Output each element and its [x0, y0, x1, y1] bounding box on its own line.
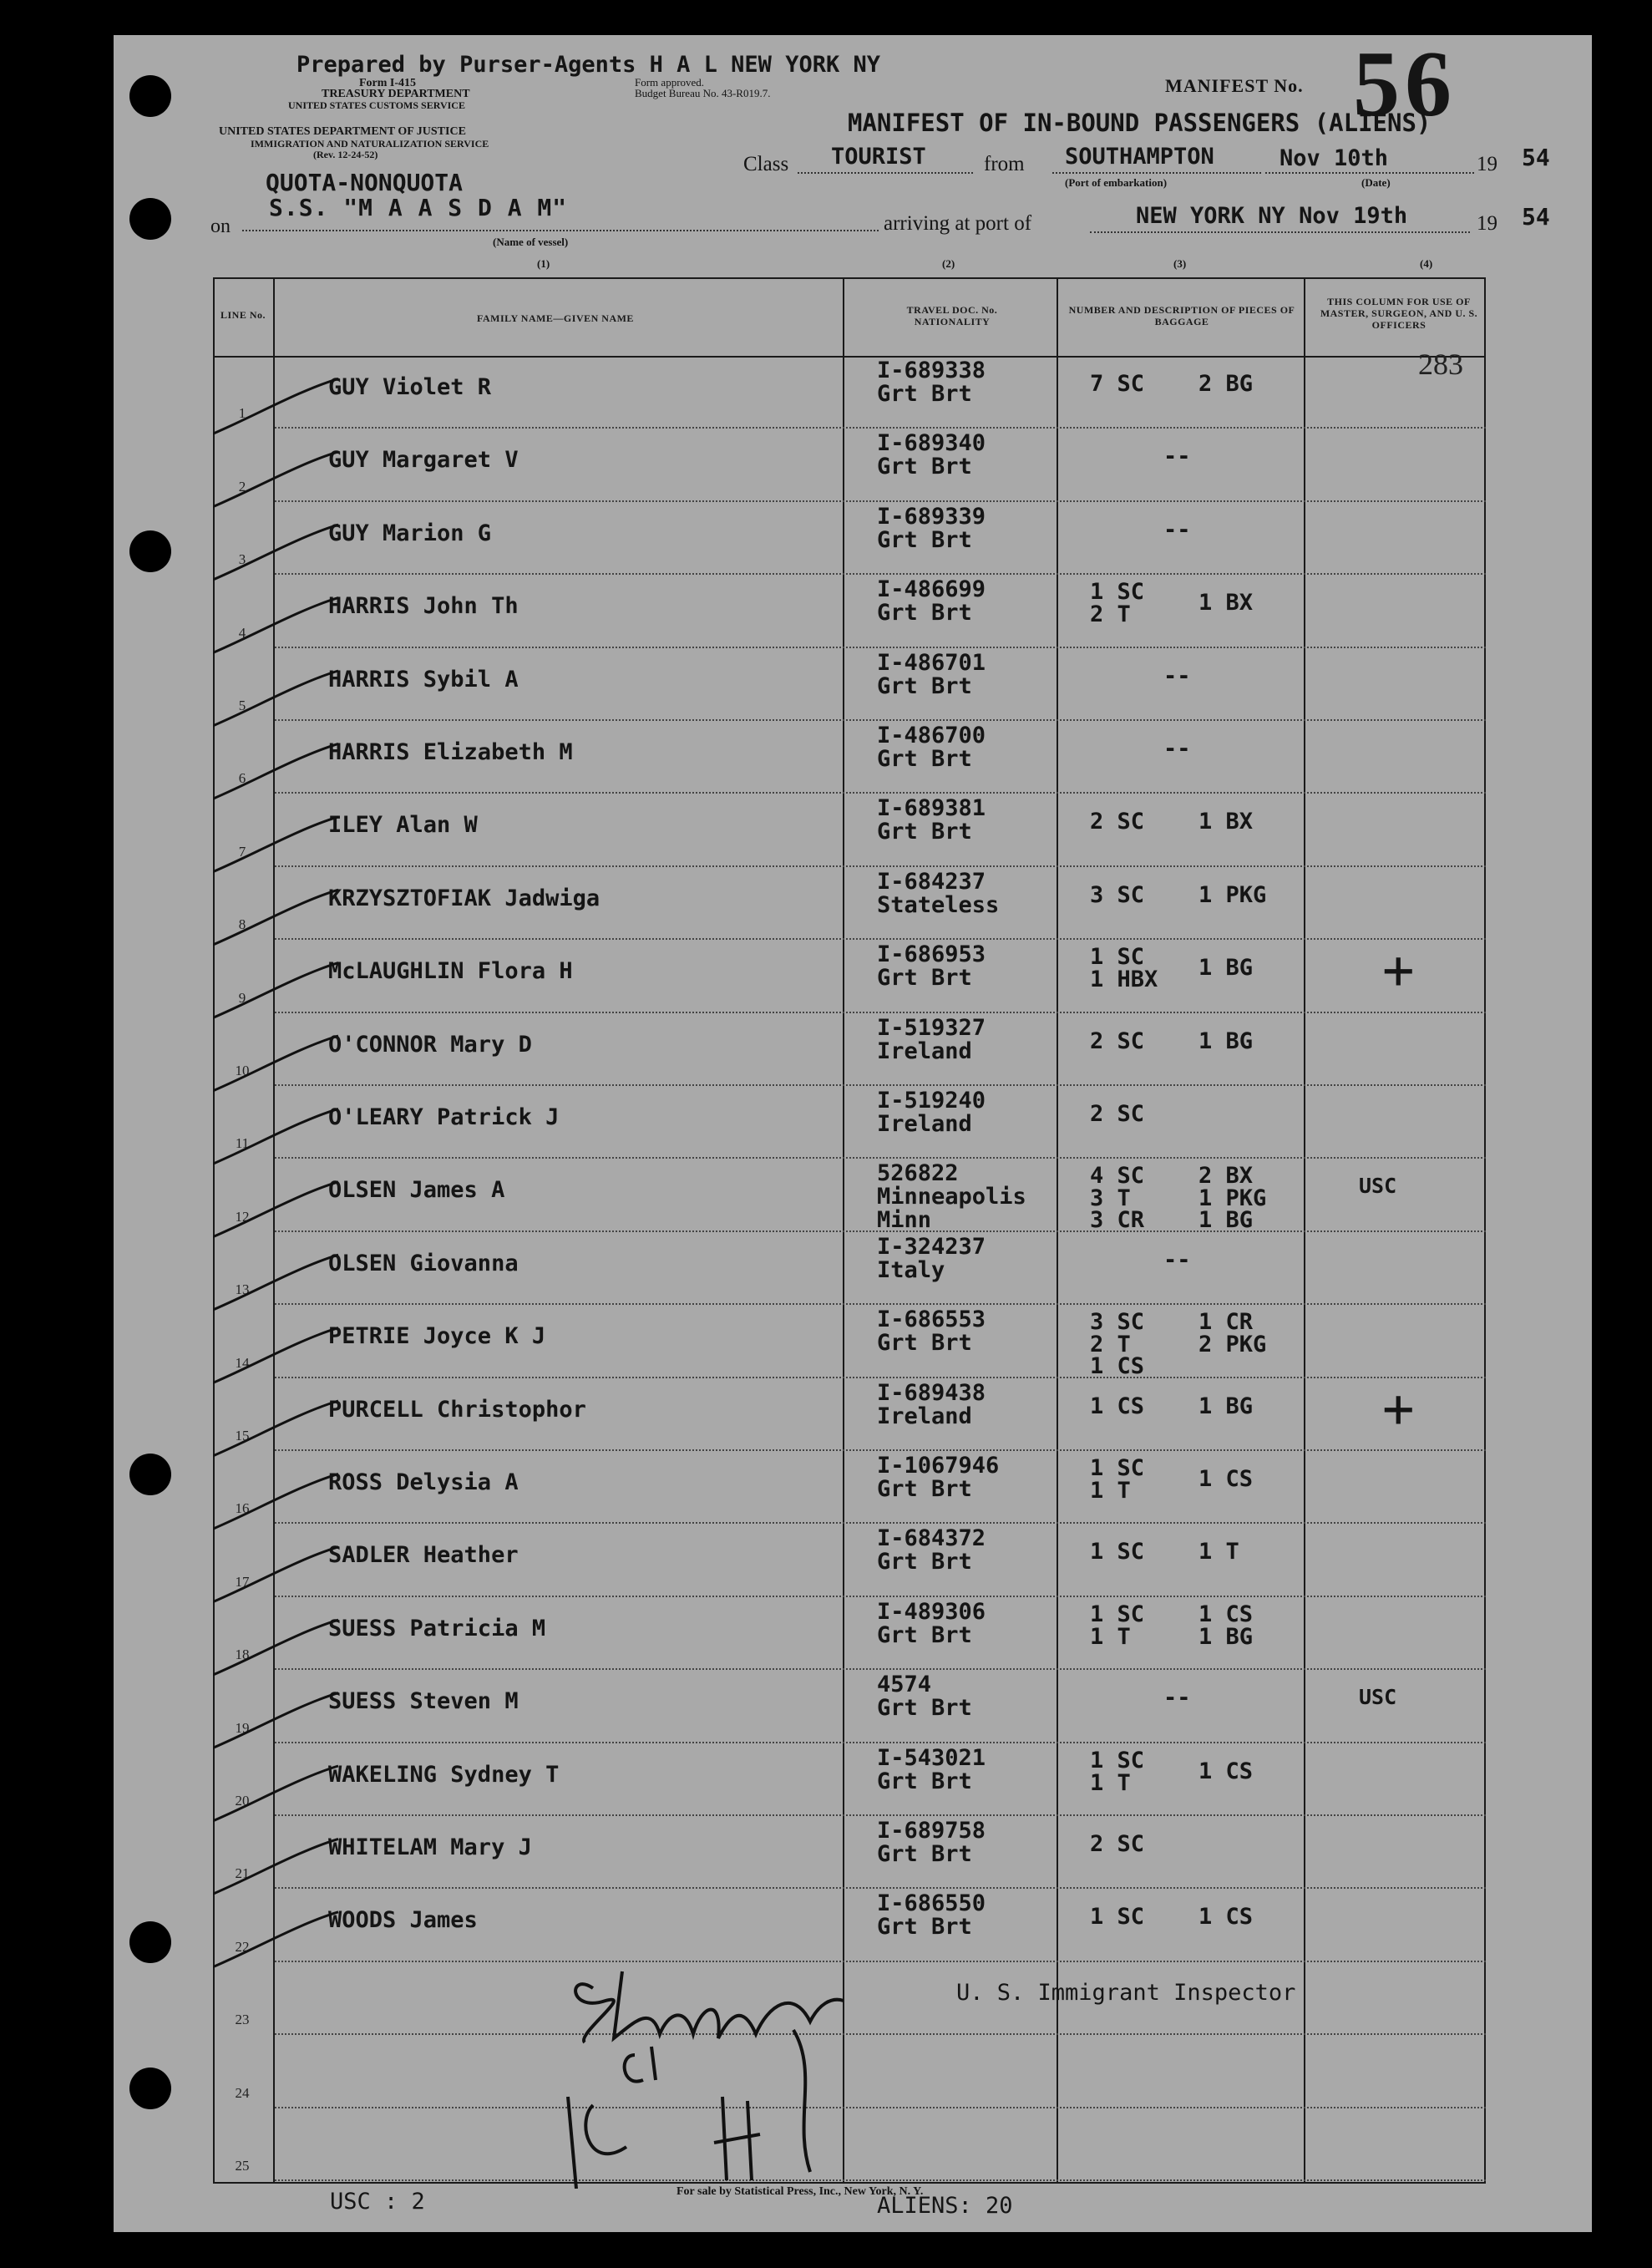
- class-value: TOURIST: [831, 144, 926, 170]
- travel-doc-number: 4574: [877, 1672, 932, 1698]
- passenger-name: OLSEN James A: [328, 1177, 505, 1204]
- passenger-name: O'CONNOR Mary D: [328, 1031, 532, 1058]
- baggage-secondary: 1 CS: [1198, 1601, 1254, 1627]
- line-number: 1: [238, 405, 246, 422]
- baggage-secondary-3: 1 BG: [1198, 1207, 1254, 1234]
- embark-year: 54: [1522, 144, 1550, 171]
- passenger-name: GUY Violet R: [328, 374, 492, 400]
- col-line-no: LINE No.: [220, 309, 266, 321]
- passenger-name: O'LEARY Patrick J: [328, 1104, 560, 1130]
- form-approved: Form approved.: [635, 76, 705, 89]
- baggage-primary: 1 SC: [1090, 1601, 1145, 1627]
- line-number: 20: [235, 1793, 250, 1809]
- passenger-name: GUY Margaret V: [328, 447, 519, 474]
- row-check-mark: [213, 1620, 338, 1678]
- baggage-secondary: 1 T: [1198, 1539, 1239, 1565]
- baggage-primary-2: 1 T: [1090, 1769, 1131, 1796]
- nationality: Grt Brt: [877, 1695, 972, 1722]
- passenger-table: [213, 277, 1486, 2184]
- line-number: 6: [238, 770, 246, 787]
- officer-note: USC: [1359, 1174, 1397, 1199]
- nationality: Grt Brt: [877, 526, 972, 553]
- passenger-name: GUY Marion G: [328, 520, 492, 546]
- binder-hole: [129, 2068, 171, 2109]
- nationality: Grt Brt: [877, 1621, 972, 1648]
- baggage-primary: --: [1163, 1246, 1191, 1273]
- travel-doc-number: I-689339: [877, 503, 986, 530]
- row-check-mark: [213, 1255, 338, 1313]
- aliens-count: ALIENS: 20: [877, 2193, 1013, 2219]
- line-number: 16: [235, 1500, 250, 1517]
- row-check-mark: [213, 1109, 338, 1167]
- row-check-mark: [213, 1547, 338, 1606]
- baggage-primary: 1 SC: [1090, 944, 1145, 971]
- passenger-name: WHITELAM Mary J: [328, 1834, 532, 1860]
- baggage-secondary: 1 BX: [1198, 809, 1254, 835]
- passenger-name: WAKELING Sydney T: [328, 1761, 560, 1788]
- baggage-primary: 1 SC: [1090, 1455, 1145, 1481]
- nationality: Ireland: [877, 1111, 972, 1137]
- year-prefix-2: 19: [1477, 212, 1497, 235]
- travel-doc-number: I-519240: [877, 1088, 986, 1114]
- line-number: 18: [235, 1646, 250, 1663]
- year-prefix: 19: [1477, 153, 1497, 175]
- nationality: Grt Brt: [877, 1476, 972, 1502]
- baggage-primary: 4 SC: [1090, 1163, 1145, 1190]
- passenger-name: SUESS Patricia M: [328, 1615, 546, 1641]
- line-number: 5: [238, 698, 246, 713]
- passenger-name: HARRIS Elizabeth M: [328, 739, 573, 765]
- baggage-secondary: 1 CS: [1198, 1758, 1254, 1784]
- manifest-no-label: MANIFEST No.: [1165, 75, 1304, 96]
- nationality: Ireland: [877, 1403, 972, 1429]
- baggage-secondary: 1 BG: [1198, 1027, 1254, 1054]
- baggage-secondary-2: 1 PKG: [1198, 1185, 1267, 1212]
- inspector-title: U. S. Immigrant Inspector: [956, 1980, 1296, 2006]
- row-check-mark: [213, 378, 338, 437]
- row-check-mark: [213, 1401, 338, 1459]
- travel-doc-number: I-686550: [877, 1890, 986, 1917]
- line-number: 8: [238, 916, 246, 933]
- travel-doc-number: I-689758: [877, 1818, 986, 1844]
- row-check-mark: [213, 743, 338, 802]
- passenger-name: ILEY Alan W: [328, 812, 478, 839]
- baggage-primary: 2 SC: [1090, 1101, 1145, 1127]
- baggage-primary: --: [1163, 516, 1191, 543]
- baggage-primary: 1 SC: [1090, 579, 1145, 606]
- baggage-primary-2: 1 T: [1090, 1478, 1131, 1504]
- baggage-secondary: 1 BG: [1198, 955, 1254, 982]
- baggage-primary: 3 SC: [1090, 1309, 1145, 1336]
- date-caption: (Date): [1361, 176, 1391, 189]
- line-number: 23: [235, 2012, 250, 2028]
- line-number: 10: [235, 1063, 250, 1078]
- from-label: from: [984, 153, 1025, 175]
- travel-doc-number: I-489306: [877, 1598, 986, 1625]
- baggage-secondary: 1 PKG: [1198, 881, 1267, 908]
- baggage-primary: --: [1163, 662, 1191, 689]
- row-check-mark: [213, 817, 338, 875]
- col-index-4: (4): [1420, 257, 1433, 270]
- passenger-name: HARRIS John Th: [328, 593, 519, 620]
- baggage-primary-3: 1 CS: [1090, 1353, 1145, 1380]
- baggage-primary: --: [1163, 1685, 1191, 1712]
- nationality: Grt Brt: [877, 1841, 972, 1867]
- line-number: 21: [235, 1865, 250, 1882]
- port-caption: (Port of embarkation): [1065, 176, 1168, 189]
- row-check-mark: [213, 963, 338, 1022]
- row-check-mark: [213, 1182, 338, 1241]
- travel-doc-number: I-486700: [877, 723, 986, 748]
- passenger-name: HARRIS Sybil A: [328, 666, 519, 693]
- passenger-name: PETRIE Joyce K J: [328, 1323, 546, 1350]
- row-check-mark: [213, 1839, 338, 1897]
- baggage-primary: 2 SC: [1090, 809, 1145, 835]
- row-check-mark: [213, 452, 338, 510]
- col-index-1: (1): [537, 257, 550, 270]
- form-number: Form I-415: [359, 77, 417, 89]
- baggage-primary: 2 SC: [1090, 1831, 1145, 1857]
- line-number: 13: [235, 1281, 250, 1298]
- printer-credit: For sale by Statistical Press, Inc., New York, N. Y.: [677, 2185, 924, 2198]
- arrival-year: 54: [1522, 203, 1550, 231]
- baggage-primary-2: 1 T: [1090, 1623, 1131, 1650]
- inspector-signature: [543, 1955, 935, 2189]
- binder-hole: [129, 1921, 171, 1963]
- binder-hole: [129, 75, 171, 117]
- travel-doc-number: I-686953: [877, 941, 986, 968]
- passenger-name: PURCELL Christophor: [328, 1396, 586, 1423]
- quota-label: QUOTA-NONQUOTA: [266, 169, 464, 196]
- line-number: 3: [238, 551, 246, 568]
- baggage-secondary: 1 CS: [1198, 1466, 1254, 1492]
- line-number: 15: [235, 1428, 250, 1444]
- row-check-mark: [213, 1766, 338, 1824]
- passenger-name: KRZYSZTOFIAK Jadwiga: [328, 885, 600, 911]
- nationality: Minneapolis: [877, 1184, 1026, 1210]
- row-check-mark: [213, 890, 338, 948]
- row-check-mark: [213, 671, 338, 729]
- passenger-name: ROSS Delysia A: [328, 1469, 519, 1495]
- line-number: 19: [235, 1719, 250, 1736]
- baggage-primary: 3 SC: [1090, 881, 1145, 908]
- baggage-secondary: 1 CR: [1198, 1309, 1254, 1336]
- col-travel-doc: TRAVEL DOC. No. NATIONALITY: [906, 304, 998, 327]
- travel-doc-number: I-543021: [877, 1744, 986, 1771]
- travel-doc-number: 526822: [877, 1160, 959, 1187]
- travel-doc-number: I-689381: [877, 795, 986, 822]
- treasury-dept: TREASURY DEPARTMENT: [322, 88, 470, 100]
- vessel-name: S.S. "M A A S D A M": [269, 194, 568, 221]
- binder-hole: [129, 198, 171, 240]
- line-number: 24: [235, 2084, 250, 2101]
- baggage-primary: 1 CS: [1090, 1393, 1145, 1419]
- baggage-primary: 1 SC: [1090, 1539, 1145, 1565]
- passenger-name: OLSEN Giovanna: [328, 1250, 519, 1276]
- row-check-mark: [213, 1912, 338, 1971]
- col-baggage: NUMBER AND DESCRIPTION OF PIECES OF BAGGAGE: [1068, 304, 1295, 327]
- revision: (Rev. 12-24-52): [313, 149, 378, 160]
- travel-doc-number: I-324237: [877, 1233, 986, 1260]
- line-number: 25: [235, 2158, 250, 2174]
- col-index-3: (3): [1173, 257, 1187, 270]
- justice-dept: UNITED STATES DEPARTMENT OF JUSTICE: [219, 125, 466, 138]
- line-number: 9: [238, 989, 246, 1006]
- binder-hole: [129, 1454, 171, 1495]
- baggage-primary: --: [1163, 736, 1191, 762]
- officer-note: USC: [1359, 1685, 1397, 1710]
- travel-doc-number: I-519327: [877, 1014, 986, 1041]
- col-officers: THIS COLUMN FOR USE OF MASTER, SURGEON, AND U. S. OFFICERS: [1320, 296, 1478, 331]
- baggage-secondary: 1 BG: [1198, 1393, 1254, 1419]
- baggage-secondary: 2 BX: [1198, 1163, 1254, 1190]
- nationality: Grt Brt: [877, 746, 972, 772]
- embark-date: Nov 10th: [1280, 145, 1389, 171]
- travel-doc-number: I-486699: [877, 576, 986, 603]
- baggage-primary: 2 SC: [1090, 1027, 1145, 1054]
- col-index-2: (2): [942, 257, 955, 270]
- line-number: 2: [238, 478, 246, 495]
- nationality: Grt Brt: [877, 1914, 972, 1941]
- port-of-embarkation: SOUTHAMPTON: [1065, 144, 1214, 170]
- baggage-secondary: 1 BX: [1198, 590, 1254, 616]
- binder-hole: [129, 530, 171, 572]
- travel-doc-number: I-689340: [877, 430, 986, 457]
- travel-doc-number: I-684237: [877, 868, 986, 895]
- row-check-mark: [213, 1328, 338, 1387]
- baggage-secondary-2: 1 BG: [1198, 1623, 1254, 1650]
- line-number: 11: [235, 1135, 250, 1152]
- officer-note: +: [1382, 940, 1415, 1002]
- travel-doc-number: I-689338: [877, 358, 986, 383]
- baggage-primary: 1 SC: [1090, 1904, 1145, 1931]
- row-check-mark: [213, 598, 338, 657]
- baggage-primary-2: 3 T: [1090, 1185, 1131, 1212]
- nationality: Grt Brt: [877, 1549, 972, 1575]
- col-name: FAMILY NAME—GIVEN NAME: [477, 312, 634, 324]
- line-number: 4: [238, 624, 246, 641]
- line-number: 12: [235, 1208, 250, 1225]
- vessel-caption: (Name of vessel): [493, 236, 569, 248]
- nationality: Grt Brt: [877, 1330, 972, 1357]
- manifest-number: 56: [1353, 33, 1457, 136]
- row-check-mark: [213, 1474, 338, 1532]
- travel-doc-number: I-689438: [877, 1379, 986, 1406]
- nationality: Grt Brt: [877, 819, 972, 845]
- nationality: Ireland: [877, 1038, 972, 1064]
- travel-doc-number: I-486701: [877, 649, 986, 676]
- row-check-mark: [213, 1693, 338, 1752]
- travel-doc-number: I-1067946: [877, 1453, 1000, 1479]
- row-check-mark: [213, 525, 338, 583]
- baggage-secondary: 1 CS: [1198, 1904, 1254, 1931]
- budget-bureau: Budget Bureau No. 43-R019.7.: [635, 87, 771, 99]
- nationality: Stateless: [877, 891, 1000, 918]
- manifest-title: MANIFEST OF IN-BOUND PASSENGERS (ALIENS): [848, 109, 1432, 137]
- arrival-port: NEW YORK NY Nov 19th: [1136, 203, 1408, 229]
- on-label: on: [210, 216, 231, 237]
- baggage-primary-2: 1 HBX: [1090, 967, 1158, 993]
- prepared-by: Prepared by Purser-Agents H A L NEW YORK NY: [296, 52, 880, 78]
- line-number: 22: [235, 1938, 250, 1955]
- officer-note: +: [1382, 1378, 1415, 1440]
- baggage-primary-2: 2 T: [1090, 1332, 1131, 1358]
- passenger-name: SADLER Heather: [328, 1542, 519, 1569]
- nationality: Grt Brt: [877, 672, 972, 699]
- baggage-primary: 7 SC: [1090, 371, 1145, 397]
- customs-service: UNITED STATES CUSTOMS SERVICE: [288, 99, 465, 111]
- page-number: 283: [1418, 348, 1463, 381]
- line-number: 17: [235, 1573, 250, 1590]
- ins-service: IMMIGRATION AND NATURALIZATION SERVICE: [251, 138, 489, 150]
- nationality: Grt Brt: [877, 600, 972, 627]
- baggage-primary-3: 3 CR: [1090, 1207, 1145, 1234]
- nationality: Grt Brt: [877, 1768, 972, 1794]
- usc-count: USC : 2: [330, 2189, 425, 2215]
- line-number: 14: [235, 1354, 250, 1371]
- baggage-secondary-2: 2 PKG: [1198, 1332, 1267, 1358]
- nationality: Grt Brt: [877, 381, 972, 407]
- nationality: Grt Brt: [877, 965, 972, 992]
- baggage-secondary: 2 BG: [1198, 371, 1254, 397]
- class-label: Class: [743, 153, 789, 175]
- baggage-primary: --: [1163, 444, 1191, 470]
- passenger-name: McLAUGHLIN Flora H: [328, 958, 573, 985]
- nationality: Grt Brt: [877, 454, 972, 480]
- row-check-mark: [213, 1036, 338, 1094]
- passenger-name: SUESS Steven M: [328, 1688, 519, 1715]
- baggage-primary: 1 SC: [1090, 1747, 1145, 1773]
- passenger-name: WOODS James: [328, 1907, 478, 1934]
- nationality: Italy: [877, 1256, 945, 1283]
- line-number: 7: [238, 843, 246, 860]
- travel-doc-number: I-684372: [877, 1525, 986, 1552]
- nationality-line-2: Minn: [877, 1207, 932, 1234]
- travel-doc-number: I-686553: [877, 1307, 986, 1333]
- check-marks: [213, 277, 1486, 2184]
- baggage-primary-2: 2 T: [1090, 601, 1131, 628]
- arriving-label: arriving at port of: [884, 212, 1032, 235]
